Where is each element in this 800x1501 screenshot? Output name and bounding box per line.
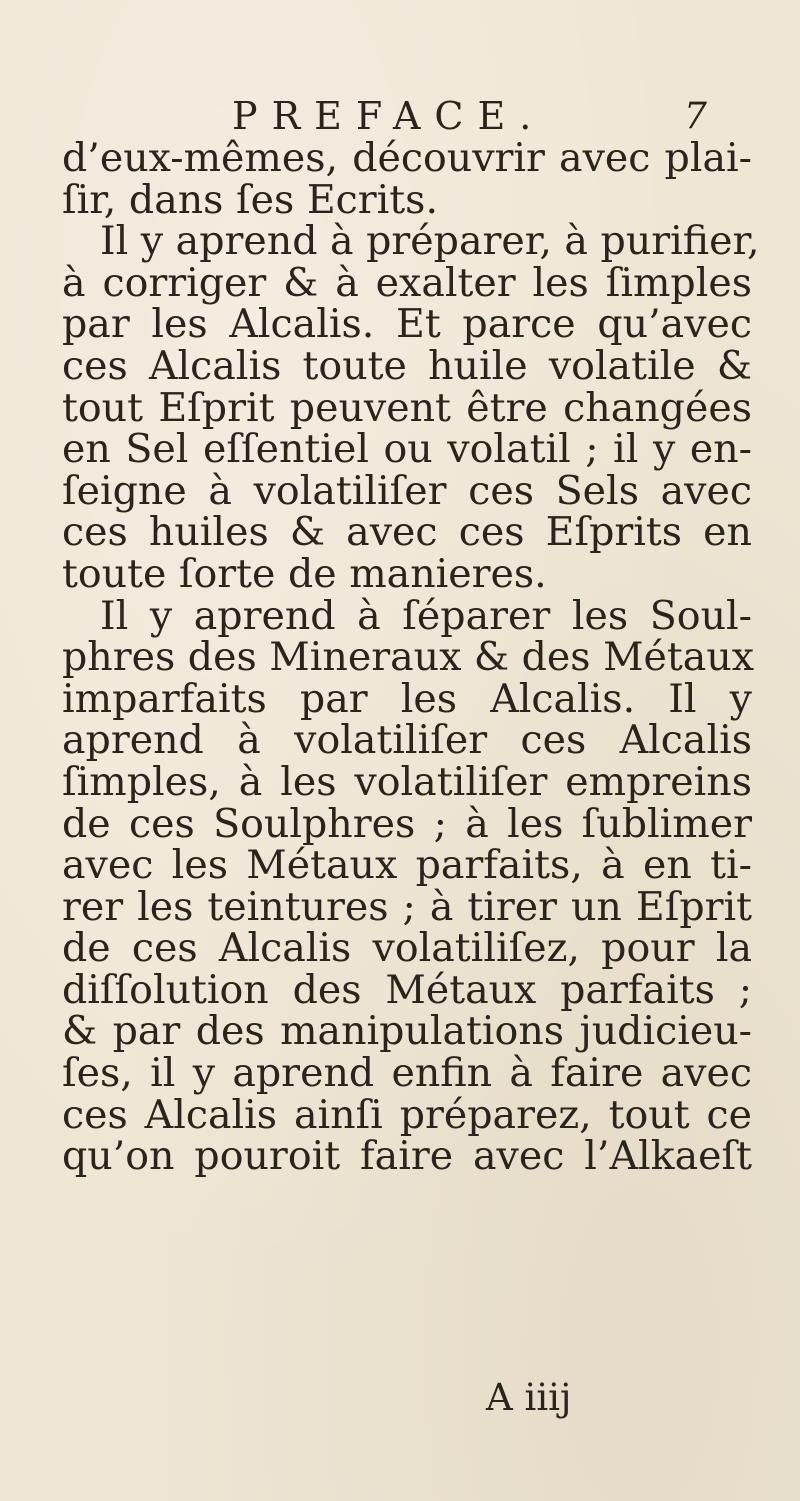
- text-line: aprend à volatiliſer ces Alcalis: [62, 717, 752, 764]
- text-line: toute ſorte de manieres.: [62, 550, 547, 597]
- text-line: de ces Soulphres ; à les ſublimer: [62, 800, 752, 847]
- text-line: à corriger & à exalter les ſimples: [62, 259, 752, 306]
- text-line: & par des manipulations judicieu-: [62, 1008, 752, 1055]
- body-text: [62, 135, 760, 1180]
- text-line: ſimples, à les volatiliſer empreins: [62, 758, 752, 805]
- text-line: ces Alcalis toute huile volatile &: [62, 342, 752, 389]
- text-line: rer les teintures ; à tirer un Eſprit: [62, 883, 752, 930]
- text-line: ſes, il y aprend enfin à faire avec: [62, 1050, 752, 1097]
- text-line: par les Alcalis. Et parce qu’avec: [62, 301, 752, 348]
- text-line: ces huiles & avec ces Eſprits en: [62, 509, 752, 556]
- text-line: ſir, dans ſes Ecrits.: [62, 176, 439, 223]
- text-line: qu’on pouroit faire avec l’Alkaeſt: [62, 1133, 752, 1180]
- text-line: imparfaits par les Alcalis. Il y: [62, 675, 752, 722]
- running-head: PREFACE.: [232, 94, 546, 138]
- text-line: Il y aprend à ſéparer les Soul-: [100, 592, 752, 639]
- text-line: tout Eſprit peuvent être changées: [62, 384, 752, 431]
- text-line: ces Alcalis ainſi préparez, tout ce: [62, 1091, 752, 1138]
- text-line: d’eux-mêmes, découvrir avec plai-: [62, 135, 752, 181]
- text-line: avec les Métaux parfaits, à en ti-: [62, 842, 752, 889]
- text-line: phres des Mineraux & des Métaux: [62, 634, 755, 681]
- text-line: en Sel eſſentiel ou volatil ; il y en-: [62, 426, 752, 473]
- page-number: 7: [684, 96, 707, 137]
- text-line: diſſolution des Métaux parfaits ;: [62, 966, 752, 1013]
- text-line: ſeigne à volatiliſer ces Sels avec: [62, 467, 752, 514]
- signature-mark: A iiij: [486, 1376, 572, 1419]
- text-line: de ces Alcalis volatiliſez, pour la: [62, 925, 752, 972]
- text-line: Il y aprend à préparer, à purifier,: [100, 218, 760, 265]
